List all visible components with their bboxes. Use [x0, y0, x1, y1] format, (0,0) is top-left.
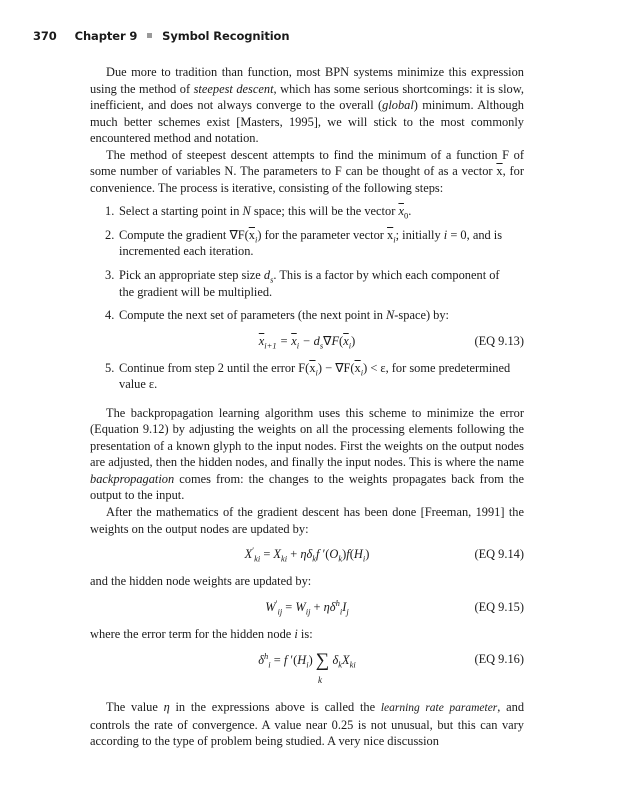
equation-9-15	[90, 599, 524, 616]
summation-index: k	[318, 675, 322, 686]
equation-9-13	[90, 333, 524, 350]
step-3: 3. Pick an appropriate step size $d_s$. This is a factor by which each component of the gradient will be multiplied.	[105, 268, 500, 299]
equation-9-16	[90, 651, 524, 687]
equation-9-14	[90, 546, 524, 563]
equation-9-15-label: (EQ 9.15)	[474, 599, 524, 614]
header-separator-square	[147, 33, 152, 38]
running-header	[33, 29, 289, 43]
summation-symbol: ∑	[315, 650, 330, 672]
page-body	[90, 64, 524, 750]
equation-9-13-label: (EQ 9.13)	[474, 333, 524, 348]
paragraph-error-term: where the error term for the hidden node i is:	[90, 626, 313, 641]
section-title: Symbol Recognition	[162, 29, 290, 43]
step-1: 1. Select a starting point in N space; this will be the vector $\overline{x}_0$.	[105, 204, 412, 221]
steps-list	[90, 203, 524, 392]
equation-9-16-expression: $\delta^h_i = f$ $'(H_i)$ ∑ $\delta_kX_{ki}$ k	[90, 651, 524, 669]
paragraph-steepest-descent: The method of steepest descent attempts to find the minimum of a function F of some number of variables N. The parameters to F can be thought of as a vector $\overline{x}$, for convenience. The process is iterative, consisting of the following steps:	[90, 147, 524, 195]
equation-9-16-label: (EQ 9.16)	[474, 652, 524, 667]
step-2: 2. Compute the gradient $\nabla F(\overline{x}_i)$ for the parameter vector $\overline{x}_i$; initially i = 0, and is incremented each iteration.	[105, 227, 503, 259]
equation-9-14-expression: $X'_{ki} = X_{ki} + \eta\delta_kf$ $'(O_k)f(H_i)$	[244, 545, 370, 564]
step-5: 5. Continue from step 2 until the error $F(\overline{x}_i) - \nabla F(\overline{x}_i) < \varepsilon$, for some predetermined value ε.	[105, 360, 511, 392]
paragraph-hidden-weights: and the hidden node weights are updated by:	[90, 574, 312, 589]
paragraph-intro: Due more to tradition than function, most BPN systems minimize this expression using the method of steepest descent, which has some serious shortcomings: it is slow, inefficient, and does not always converge to the overall (global) minimum. Although much better schemes exist [Masters, 1995], we will stick to the most commonly encountered method and notation.	[90, 65, 525, 146]
equation-9-14-label: (EQ 9.14)	[474, 547, 524, 562]
paragraph-learning-rate: The value η in the expressions above is called the learning rate parameter, and controls the rate of convergence. A value near 0.25 is not unusual, but this can vary according to the type of problem being studied. A very nice discussion	[90, 700, 525, 749]
paragraph-backpropagation: The backpropagation learning algorithm uses this scheme to minimize the error (Equation 9.12) by adjusting the weights on all the processing elements following the presentation of a known glyph to the input nodes. First the weights on the output nodes are adjusted, then the hidden nodes, and finally the input nodes. This is where the name backpropagation comes from: the changes to the weights propagates back from the output to the input.	[90, 405, 524, 503]
step-4: 4. Compute the next set of parameters (the next point in N-space) by:	[105, 308, 449, 323]
chapter-label: Chapter 9	[74, 29, 138, 43]
page-number: 370	[33, 29, 57, 43]
equation-9-13-row	[90, 333, 524, 350]
equation-9-13-expression: $\overline{x}_{i+1} = \overline{x}_i - d_s\nabla F(\overline{x}_i)$	[258, 333, 356, 351]
paragraph-gradient-descent: After the mathematics of the gradient descent has been done [Freeman, 1991] the weights on the output nodes are updated by:	[90, 505, 524, 536]
equation-9-15-expression: $W'_{ij} = W_{ij} + \eta\delta^h_iI_j$	[265, 597, 349, 617]
